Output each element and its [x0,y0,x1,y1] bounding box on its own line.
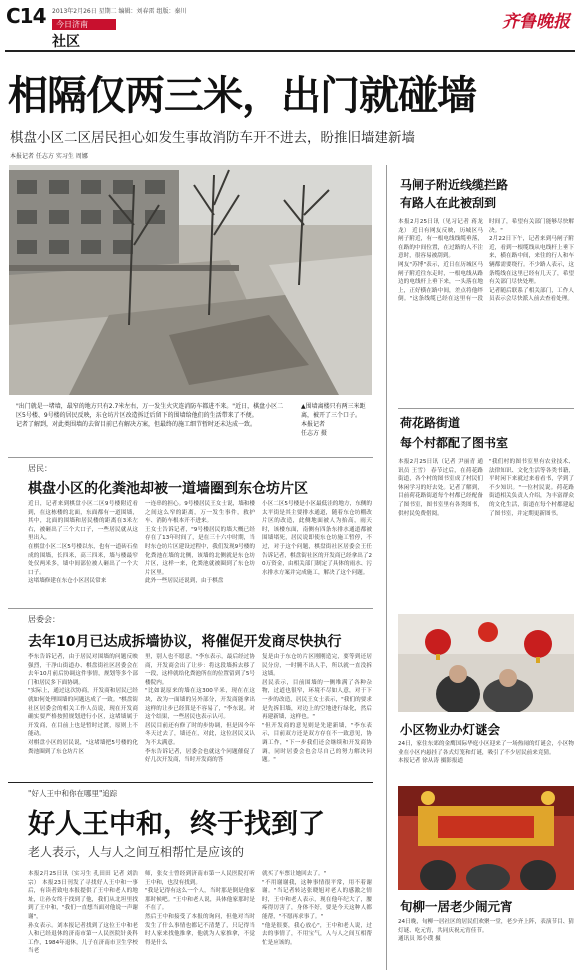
story-heading-2: 每个村都配了图书室 [400,436,509,450]
story-heading: 小区物业办灯谜会 [400,722,501,737]
body-column: 里，别人也不愿意。"李东表示，最后经过协商，开发商会出了让步：将这段墙拆去移了一段，这样就给化粪池所在的位置留到了5号楼院内。 "比如说原来的墙在这300平米，现在在这块，改为一面墙的另外部分，开发商能拿出这样的让步已经算是不容易了，"李东说。对这个结果，一些居民也表示认可。 居民目前还有修了时的步协调，但是因今年冬天过去了，墙还在，对此，这位居民又认为不太满意。 李东告诉记者，居委会也就这个问题催促了好几次开发商，当时开发商的答 [145,654,255,764]
block-heading: 棋盘小区的化粪池却被一道墙圈到东仓坊片区 [28,481,308,497]
section-tag: 今日济南 [52,19,116,30]
body-column: 一连串的担心。9号楼居民王女士说，墙和楼之间这么窄的距离，万一发生事件，救护车、消防车根本开不进来。 王女士告诉记者，"9号楼居民的墙大概已经存在了13年时间了，是在三十六中时期，当时东仓坊片区建设过程中，我们发现9号楼的化粪池在墙的北侧，该墙的北侧就是东仓坊片区，这样一来，化粪池就被圈到了东仓坊片区里。 此外一些居民还说到，由于棋盘 [145,501,255,585]
body-column: 小区二区5号楼是小区最低洼的地方，东侧的太平街是其主要排水通道，随着东仓坊棚改片区的改造，此侧地面被人为抬高，雨天时，该楼东面，南侧有四条东排水通道都被围墙堵死，居民说即使东仓坊施工暂停，不过，对于这个问题，棋盘街社区居委会王任告诉记者，棋盘街社区的开发商已经拿出了20万资金，由相关部门制定了具体的雨水、污水排水方案并完成施工，解决了这个问题。 [262,501,372,576]
lead-photo-caption-side: ▲围墙离楼只有两三米距离，被开了三个口子。 本报记者 任志方 摄 [301,403,366,437]
story-body: 本报2月25日讯（见习记者 蒋龙龙） 近日有网友反映，历城区马闸子附近，有一根电线线缆垂落，在路的中间位置，在过路的人不注意时，很容易被刮到。 网友"苏博"表示，近日在历城区马闸子附近往东走时，一根电线从路边的电线杆上垂下来，一头落在地上，正好横在路中间，差点将他绊倒。"这条线缆已经在这里有一段时间了，希望有关部门能够尽快解决。" 2月22日下午，记者来到马闸子附近，看到一根缆线从电线杆上垂下来，横在路中间，来往的行人和车辆都需要绕行。不少路人表示，这条缆线在这里已经有几天了，希望有关部门尽快处理。 记者随后联系了相关部门，工作人员表示会尽快派人前去查看处理。 [398,219,574,303]
story-body: 本报2月25日讯（记者 尹丽青 通讯员 王雪） 春节过后，在荷花路街道，各个村的图书室成了村民们休闲学习的好去处。记者了解到，目前荷花路街道每个村都已经配备了图书室，图书室里有各类图书，供村民免费借阅。 "我们村的图书室里有农业技术、法律知识、文化生活等各类书籍，平时闲下来就过来看看书，学到了不少知识。"一位村民说。荷花路街道相关负责人介绍，为丰富群众的文化生活，街道在每个村都建起了图书室，并定期更新图书。 [398,459,574,517]
block-subhead: 老人表示，人与人之间互相帮忙是应该的 [28,845,245,859]
divider [8,608,373,609]
page-number: C14 [6,4,46,28]
story-body: 24日晚，旬柳一居社区的居民们欢聚一堂，老少齐上阵，表演节目、猜灯谜、吃元宵，共同庆祝元宵佳节。 通讯员 郑小璞 摄 [398,919,574,943]
lantern-photo [398,614,574,712]
block-kicker: 居民： [28,464,52,473]
festival-photo [398,786,574,890]
story-heading: 旬柳一居老少闹元宵 [400,899,513,914]
block-kicker: 居委会： [28,615,60,624]
block-heading: 去年10月已达成拆墙协议，将催促开发商尽快执行 [28,634,342,650]
divider [398,408,574,409]
date-line: 2013年2月26日 星期二 编辑：刘春雷 组版：秦川 [52,8,187,15]
lead-photo-caption: "出门就是一堵墙，最窄的地方只有2.7米左右，万一发生火灾连消防车都进不来。"近日，棋盘小区二区5号楼、9号楼的居民反映，东仓坊片区改造拆迁后留下的围墙给他们的生活带来了不便。 记者了解到，对此类围墙的去留目前已有解决方案，但最终的施工细节暂时还未达成一致。 [16,403,284,428]
column-divider [386,165,387,970]
block-heading: 好人王中和，终于找到了 [28,809,325,840]
story-heading: 荷花路街道 [400,416,461,430]
lead-photo [9,165,372,395]
lead-headline: 相隔仅两三米，出门就碰墙 [8,73,476,119]
divider [8,457,373,458]
body-column: 就买了车票让她回去了。" "不用谢谢我，这种事情很平常，用不着谢谢。"当记者转达张晓旭对老人的感激之情时，王中和老人表示，现在他年纪大了，腰疼得厉害了，身体不好，要是今天这种人都能帮，"不愿再求事了。" "他是很要，我心放心"，王中和老人说，过去的事情了，不用宝气，人与人之间互相帮忙是应该的。 [262,871,372,946]
masthead-rule [5,50,575,52]
story-body: 24日，家住东郊的金鹰国际华庭小区迎来了一场热闹的灯谜会，小区物业在小区内悬挂了各式灯笼和灯谜，吸引了不少居民前来竞猜。 本报记者 徐从涛 摄影报道 [398,741,574,765]
newspaper-logo: 齐鲁晚报 [502,12,570,32]
body-column: 复是由于东仓坊片区刚刚造完，要等到还居民分房，一时腾不出人手，所以就一直没拆这墙。 居民表示，目前围墙的一侧堆满了各种杂物，过道也很窄，环境不尽如人意，对于下一步的改造，居民王女士表示，"我们的要求是先拆旧墙，对边上的空地进行绿化，然后再建新墙，这样也。" "但开发商的意见则是先建新墙，"李东表示，目前双方还是双方存在不一致意见，协调工作，"下一步我们还会继续和开发商协调，同时居委会也会尽自己的努力解决问题。" [262,654,372,764]
block-kicker: "好人王中和你在哪里"追踪 [28,789,118,798]
lead-byline: 本报记者 任志方 实习生 周娜 [10,153,88,160]
lead-subhead: 棋盘小区二区居民担心如发生事故消防车开不进去，盼推旧墙建新墙 [10,130,415,146]
body-column: 师，张女士曾经到济南市第一人民医院打听王中和，也没有找到。 "我是记得有这么一个人，当时那是倒是他家那时候吧。"王中和老人说，具体他家那时是不在了。 然后王中和接受了本报的询问，但他对当时发生了什么事情也都记不清楚了，只记得当时人家来找他推拿，他就为人家推拿，不觉得是什么 [145,871,255,946]
story-heading-2: 有路人在此被刮到 [400,196,497,210]
body-column: 李东告诉记者，由于居民对围墙的问题反映强烈，干净山街道办、棋盘街社区居委会在去年10月前后协调这件事情，规划等多个部门和居民多下面协调。 "实际上，通过这次协商，开发商和居民已经就如何处理围墙的问题达成了一致。"棋盘街社区居委会的相关工作人员说，现在开发商确实要严格按照规划进行小区，这堵墙属于开发商，在目前上也是暂时过渡，原则上不能动。 对棋盘小区的居民说，"这堵墙把5号楼的化粪池圈到了东仓坊片区 [28,654,138,755]
section-name: 社区 [52,34,80,50]
divider [8,782,373,783]
body-column: 本报2月25日讯（实习生 孔田田 记者 刘浩宗） 本报23日刊发了寻找好人王中和一事后，有读者致电本报提供了王中和老人的地址，让孙女终于找到了他，我们从北坦里找到了王中和，"我们一直想当面对他说一声谢谢"， 孙女表示。刘本报记者找到了这位王中和老人和已经退休的济南市第一人民医院针灸科工作，1984年退休，儿子在济南市卫生学校当老 [28,871,138,955]
story-heading: 马闸子附近线缆拦路 [400,178,509,192]
body-column: 近日，记者来到棋盘小区二区9号楼附近看到，在这栋楼的北面，东面都有一道围墙，其中，北面的围墙和居民楼的距离在3米左右，被砸出了三个大口子，一些居民就从这里出入。 在棋盘小区二区5号楼以东，也有一道砖石垒成的围墙，长四米，高三四米，墙与楼最窄处仅两米多，墙中间部位被人砸出了一个大口子。 这堵墙修建在东仓小区居民常来 [28,501,138,585]
